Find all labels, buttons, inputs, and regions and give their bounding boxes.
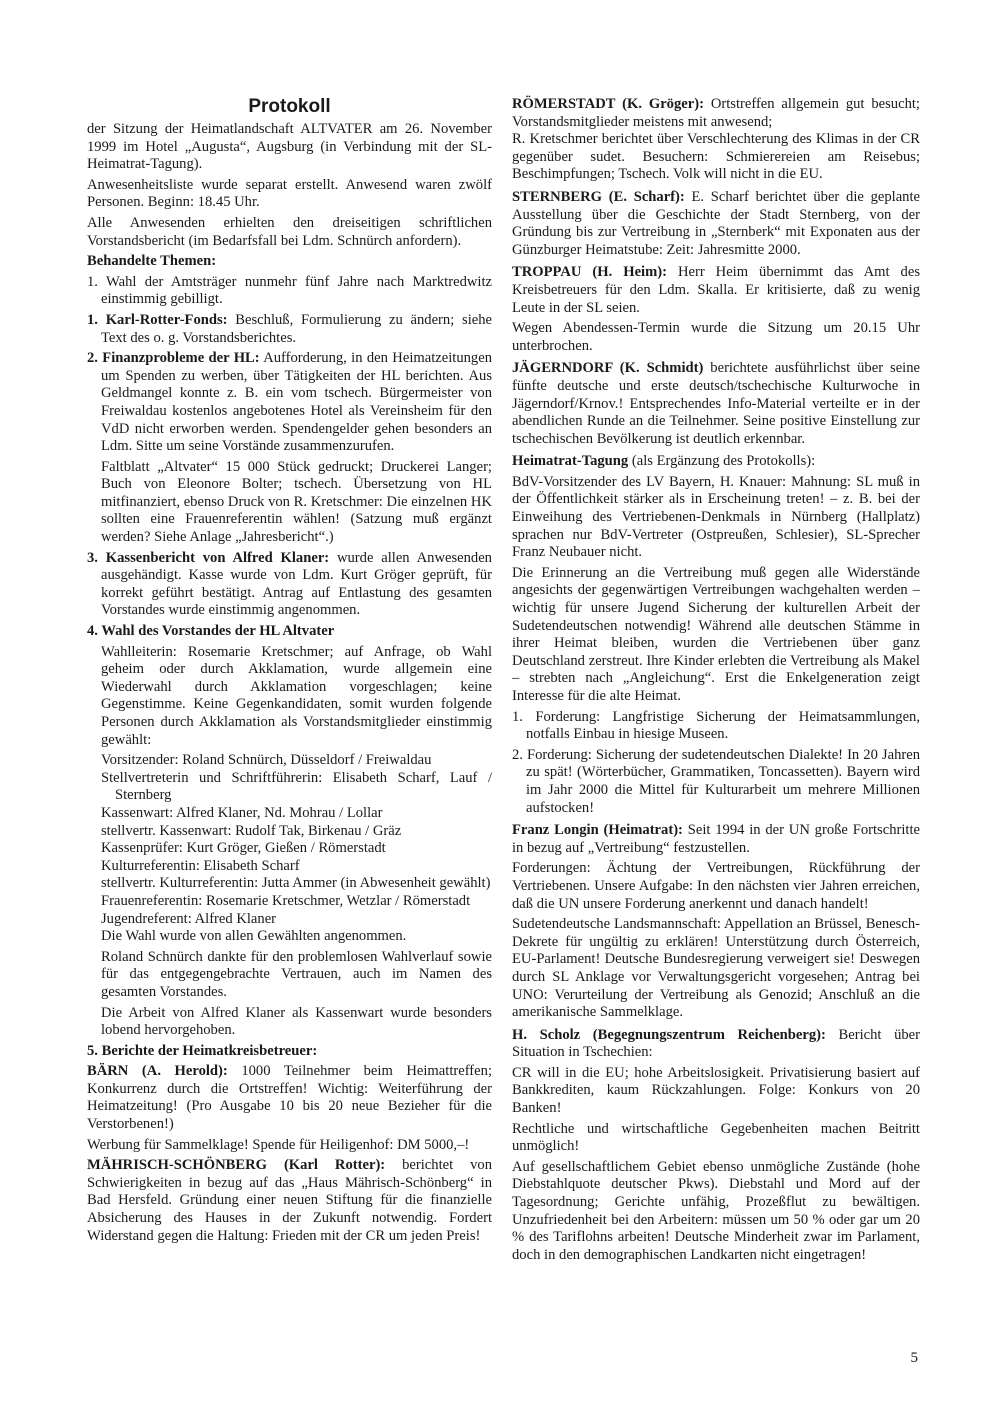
page-title: Protokoll (248, 96, 331, 117)
legal-paragraph: Rechtliche und wirtschaftliche Gegebenheiten machen Beitritt unmöglich! (512, 1120, 920, 1155)
report-jaegerndorf (512, 360, 920, 448)
demands-paragraph: Forderungen: Ächtung der Vertreibungen, Rückführung der Vertriebenen. Unsere Aufgabe: In den nächsten vier Jahren erreichen, daß die UN unsere Forderung anerkennt und danach handelt! (512, 860, 920, 912)
scholz-text: Bericht über Situation in Tschechien: (512, 1026, 921, 1061)
roemer-text: Ortstreffen allgemein gut besucht; Vorstandsmitglieder meistens mit anwesend; (512, 96, 920, 130)
report-baern (87, 1063, 492, 1133)
treasurer-praise: Die Arbeit von Alfred Klaner als Kassenwart wurde besonders lobend hervorgehoben. (101, 1004, 492, 1039)
heimatrat-heading: Heimatrat-Tagung (512, 453, 629, 470)
cr-paragraph: CR will in die EU; hohe Arbeitslosigkeit. Privatisierung basiert auf Bankkrediten, kaum Rückzahlungen. Folge: Konkurs von 20 Banken! (512, 1064, 920, 1117)
finance-heading: 2. Finanzprobleme der HL: (87, 350, 260, 367)
left-column (87, 96, 492, 1248)
report-baern-more: Werbung für Sammelklage! Spende für Heiligenhof: DM 5000,–! (87, 1136, 470, 1153)
demand-one: 1. Forderung: Langfristige Sicherung der Heimatsammlungen, notfalls Einbau in hiesige Museen. (512, 708, 920, 743)
mschoen-text: berichtet von Schwierigkeiten in bezug auf das „Haus Mährisch-Schönberg“ in Bad Hersfeld. Gründung einer neuen Stiftung für die finanzielle Absicherung des Hauses in der Zukunft notwendig. Fordert Widerstand gegen die Haltung: Frieden mit der CR um jeden Preis! (87, 1157, 492, 1244)
heimatrat-heading-line (512, 453, 920, 471)
officer-entry: Kassenprüfer: Kurt Gröger, Gießen / Römerstadt (101, 840, 386, 857)
tropp-text: Herr Heim übernimmt das Amt des Kreisbetreuers für den Ldm. Skalla. Er kritisierte, daß zu wenig Leute in der SL seien. (512, 264, 920, 316)
right-column (512, 96, 920, 1267)
officer-entry: Frauenreferentin: Rosemarie Kretschmer, Wetzlar / Römerstadt (101, 892, 471, 909)
social-paragraph: Auf gesellschaftlichem Gebiet ebenso unmögliche Zustände (hohe Diebstahlquote deutscher Pkws). Diebstahl und Mord auf der Tagesordnung; Gerichte unfähig, Prozeßflut zu bewältigen. Unzufriedenheit bei den Arbeitern: müssen um 50 % oder gar um 20 % des Tariflohns arbeiten! Deutsche Minderheit zwar im Parlament, doch in den demographischen Landkarten nicht eingetragen! (512, 1158, 920, 1263)
topics-heading: Behandelte Themen: (87, 253, 217, 270)
report-longin (512, 822, 920, 857)
finance-text: Aufforderung, in den Heimatzeitungen um Spenden zu werben, über Tätigkeiten der HL berichten. Aus Geldmangel konnte z. B. ein vom tschech. Bürgermeister von Freiwaldau kostenlos angebotenes Hotel als Vereinsheim für den VdD nicht erworben werden. Spendengelder gehen besonders an Ldm. Sitte um seine Vorstände zusammenzurufen. (101, 350, 492, 455)
longin-heading: Franz Longin (Heimatrat): (512, 822, 683, 839)
officer-entry: Stellvertreterin und Schriftführerin: Elisabeth Scharf, Lauf / Sternberg (101, 769, 492, 804)
scholz-heading: H. Scholz (Begegnungszentrum Reichenberg): (512, 1026, 826, 1043)
topic-item-election-confirm: 1. Wahl der Amtsträger nunmehr fünf Jahre nach Marktredwitz einstimmig gebilligt. (87, 273, 492, 308)
baern-heading: BÄRN (A. Herold): (87, 1063, 228, 1080)
roemer-heading: RÖMERSTADT (K. Gröger): (512, 96, 704, 112)
session-break: Wegen Abendessen-Termin wurde die Sitzung um 20.15 Uhr unterbrochen. (512, 320, 920, 354)
officer-entry: stellvertr. Kulturreferentin: Jutta Ammer (in Abwesenheit gewählt) (101, 875, 491, 892)
cash-text: wurde allen Anwesenden ausgehändigt. Kasse wurde von Ldm. Kurt Gröger geprüft, für korrekt geführt bestätigt. Antrag auf Entlastung des gesamten Vorstandes wurde einstimmig angenommen. (101, 549, 492, 619)
intro-paragraph: der Sitzung der Heimatlandschaft ALTVATER am 26. November 1999 im Hotel „Augusta“, Augsburg (in Verbindung mit der SL-Heimatrat-Tagung). (87, 121, 492, 173)
landsmannschaft-paragraph: Sudetendeutsche Landsmannschaft: Appellation an Brüssel, Benesch-Dekrete für ungültig zu erklären! Unterstützung durch Österreich, EU-Parlament! Deutsche Bundesregierung verweigert sie! Deswegen durch SL Anklage vor Verwaltungsgericht vorgesehen; Antrag bei UNO: Verurteilung der Vertreibung als Genozid; Anschluß an die amerikanische Sammelklage. (512, 916, 920, 1021)
report-scholz (512, 1027, 920, 1062)
board-election-heading: 4. Wahl des Vorstandes der HL Altvater (87, 623, 335, 640)
officer-list (87, 752, 492, 928)
topic-item-fund (87, 312, 492, 347)
topic-item-cash-report (87, 550, 492, 620)
fund-text: Beschluß, Formulierung zu ändern; siehe Text des o. g. Vorstandsberichtes. (101, 311, 492, 346)
demand-two: 2. Forderung: Sicherung der sudetendeutschen Dialekte! In 20 Jahren zu spät! (Wörterbücher, Grammatiken, Toncassetten). Bayern wird im Jahr 2000 die Mittel für Kulturarbeit um mehrere Millionen aufstocken! (512, 746, 920, 816)
heimatrat-subtitle: (als Ergänzung des Protokolls): (628, 453, 816, 470)
jaeg-heading: JÄGERNDORF (K. Schmidt) (512, 360, 704, 377)
fund-heading: 1. Karl-Rotter-Fonds: (87, 311, 228, 328)
finance-more: Faltblatt „Altvater“ 15 000 Stück gedruckt; Druckerei Langer; Buch von Eleonore Bolter; tschech. Übersetzung von HL mitfinanziert, ebenso Druck von R. Kretschmer: Die einzelnen HK sollten eine Frauenreferentin wählen! (Satzung muß ergänzt werden? Siehe Anlage „Jahresbericht“.) (101, 458, 492, 546)
cash-heading: 3. Kassenbericht von Alfred Klaner: (87, 549, 330, 566)
officer-entry: Jugendreferent: Alfred Klaner (101, 910, 277, 927)
report-troppau (512, 264, 920, 317)
memory-paragraph: Die Erinnerung an die Vertreibung muß gegen alle Widerstände angesichts der gegenwärtigen Vertreibungen wachgehalten werden – wichtig für unsere Jugend Sicherung der kulturellen Arbeit der Sudetendeutschen notwendig! Während alle deutschen Stämme in ihrer Heimat bleiben, wurden die Vertriebenen über ganz Deutschland zerstreut. Ihre Kinder erlebten die Vertreibung als Makel – strebten nach „Angleichung“. Erst die Enkelgeneration zeigt Interesse für die alte Heimat. (512, 564, 920, 704)
report-maehrisch-schoenberg (87, 1157, 492, 1245)
board-election-intro: Wahlleiterin: Rosemarie Kretschmer; auf Anfrage, ob Wahl geheim oder durch Akklamation, wurde allgemein eine Wiederwahl durch Akklamation vorgeschlagen; keine Gegenstimme. Keine Gegenkandidaten, somit wurden folgende Personen durch Akklamation als Vorstandsmitglieder einstimmig gewählt: (101, 643, 492, 748)
mschoen-heading: MÄHRISCH-SCHÖNBERG (Karl Rotter): (87, 1157, 386, 1174)
page-number: 5 (910, 1350, 918, 1366)
topic-item-finance (87, 350, 492, 456)
officer-entry: Kassenwart: Alfred Klaner, Nd. Mohrau / Lollar (101, 804, 383, 821)
longin-text: Seit 1994 in der UN große Fortschritte in bezug auf „Vertreibung“ festzustellen. (512, 822, 920, 856)
report-sternberg (512, 189, 920, 259)
bdv-paragraph: BdV-Vorsitzender des LV Bayern, H. Knauer: Mahnung: SL muß in der Öffentlichkeit stärker als in Erscheinung treten! – z. B. bei der Einweihung des Vertriebenen-Denkmals in Nürnberg (Hallplatz) sprachen nur BdV-Vertreter (Ostpreußen, Schlesier), SL-Sprecher Franz Neubauer nicht. (512, 473, 920, 561)
report-roemerstadt (512, 96, 920, 184)
attendance-paragraph: Anwesenheitsliste wurde separat erstellt. Anwesend waren zwölf Personen. Beginn: 18.45 Uhr. (87, 176, 492, 211)
stern-heading: STERNBERG (E. Scharf): (512, 188, 685, 205)
election-accepted: Die Wahl wurde von allen Gewählten angenommen. (101, 928, 407, 945)
district-reports-heading: 5. Berichte der Heimatkreisbetreuer: (87, 1042, 318, 1059)
tropp-heading: TROPPAU (H. Heim): (512, 264, 667, 281)
officer-entry: Vorsitzender: Roland Schnürch, Düsseldorf / Freiwaldau (101, 752, 432, 769)
officer-entry: Kulturreferentin: Elisabeth Scharf (101, 857, 300, 874)
stern-text: E. Scharf berichtet über die geplante Ausstellung über die Geschichte der Stadt Sternberg, von der Gründung bis zur Vertreibung in „Sternberk“ mit Exponaten aus der Günzburger Heimatstube: Zeit: Jahresmitte 2000. (512, 188, 920, 258)
officer-entry: stellvertr. Kassenwart: Rudolf Tak, Birkenau / Gräz (101, 822, 402, 839)
chair-thanks: Roland Schnürch dankte für den problemlosen Wahlverlauf sowie für das entgegengebrachte Vertrauen, auch im Namen des gesamten Vorstandes. (101, 948, 492, 1000)
baern-text: 1000 Teilnehmer beim Heimattreffen; Konkurrenz durch die Ortstreffen! Wichtig: Weiterführung der Heimatzeitung! (Pro Ausgabe 10 bis 20 neue Bezieher für die Verstorbenen!) (87, 1063, 492, 1133)
report-paragraph: Alle Anwesenden erhielten den dreiseitigen schriftlichen Vorstandsbericht (im Bedarfsfall bei Ldm. Schnürch anfordern). (87, 214, 492, 249)
jaeg-text: berichtete ausführlichst über seine fünfte deutsche und erste deutsch/tschechische Kulturwoche in Jägerndorf/Krnov.! Entsprechendes Info-Material verteilte er in der abendlichen Runde an die Teilnehmer. Seine positive Einstellung zur tschechischen Bevölkerung ist deutlich erkennbar. (512, 360, 921, 447)
roemer-more: R. Kretschmer berichtet über Verschlechterung des Klimas in der CR gegenüber sudet. Besuchern: Schmierereien am Reisebus; Beschimpfungen; Tschech. Volk will nicht in die EU. (512, 131, 920, 183)
